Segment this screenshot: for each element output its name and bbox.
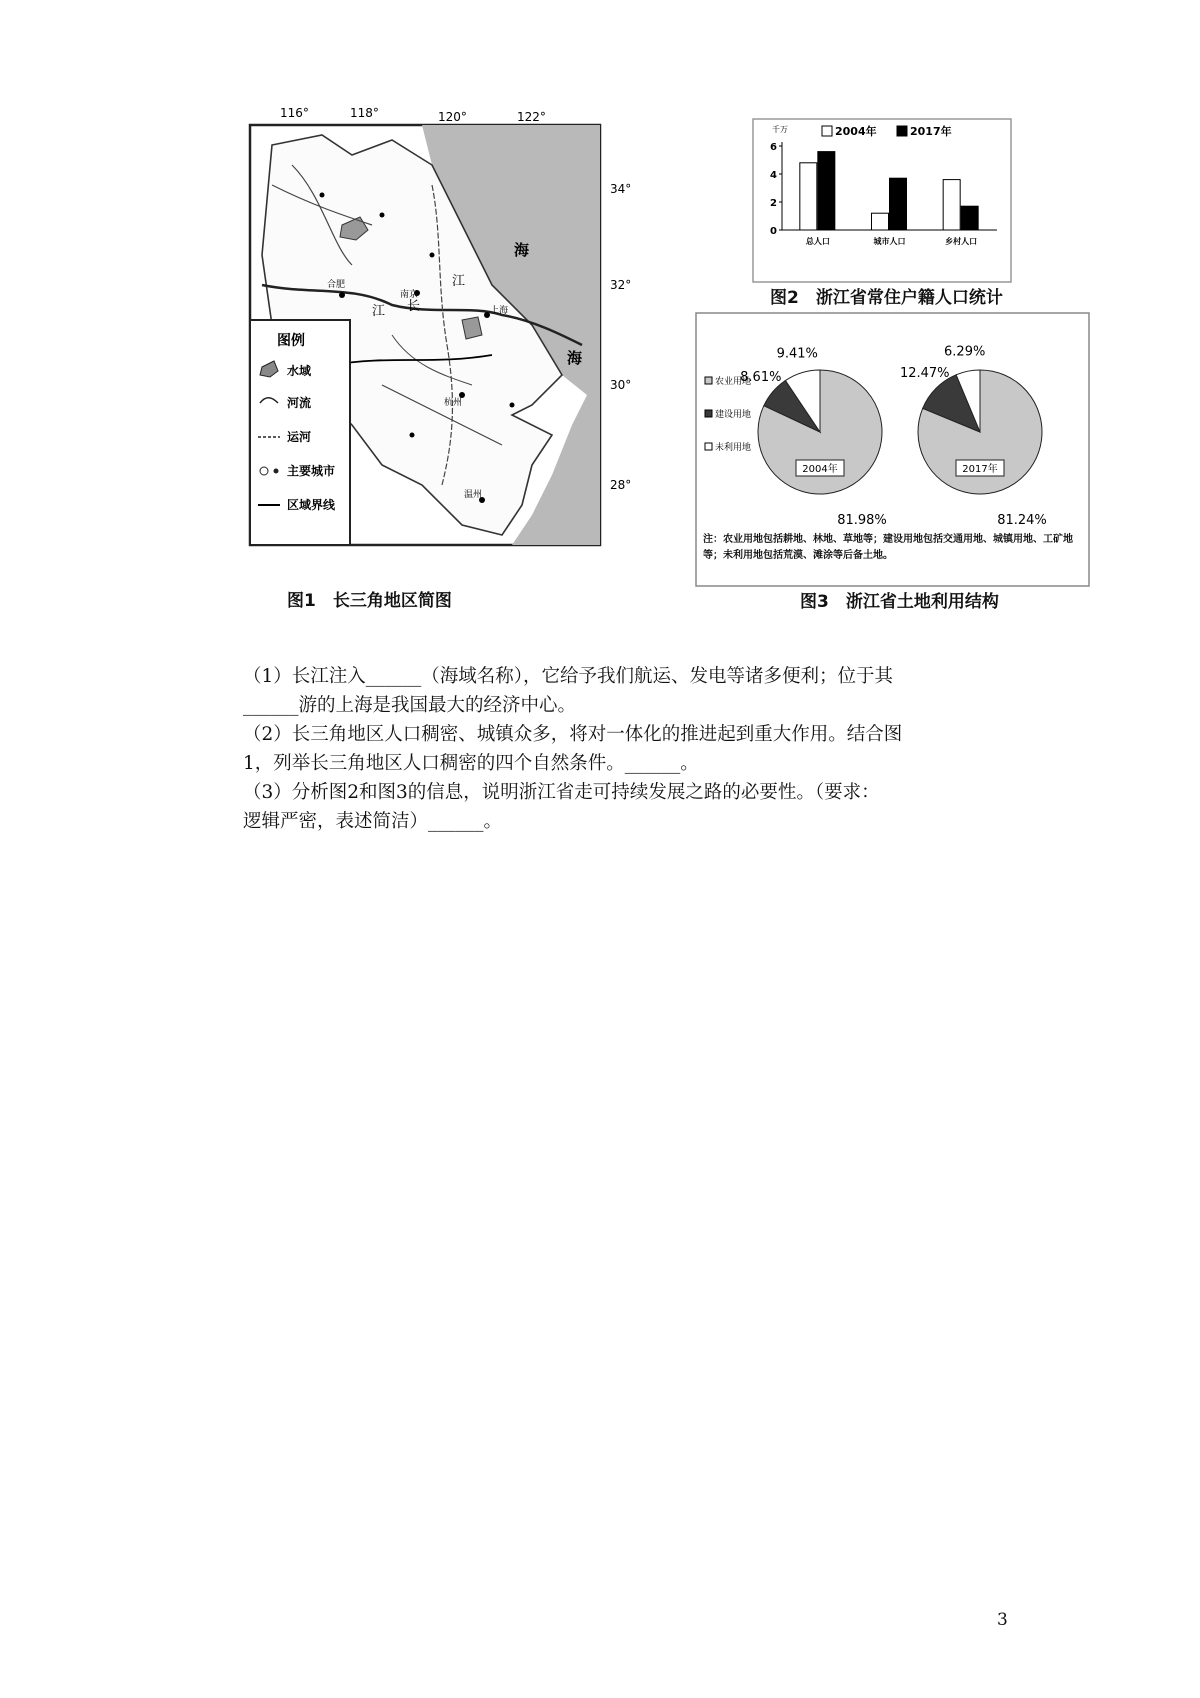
- pie-value-label: 81.98%: [837, 513, 887, 528]
- y-tick-label: 4: [770, 170, 777, 181]
- lat-tick: 30°: [610, 378, 632, 392]
- legend-label: 水域: [287, 364, 312, 378]
- question-1-line-2: ______游的上海是我国最大的经济中心。: [243, 695, 577, 716]
- map-legend: [250, 320, 350, 545]
- y-tick-label: 2: [770, 198, 777, 209]
- lat-tick: 28°: [610, 478, 632, 492]
- legend-swatch-2017: [897, 126, 907, 136]
- bar-2004年-乡村人口: [943, 180, 960, 230]
- lon-tick: 116°: [280, 106, 309, 120]
- question-3-line-2: 逻辑严密，表述简洁）______。: [243, 811, 503, 832]
- figure-3-pie-charts: [695, 312, 1090, 587]
- lake-shape-2: [462, 317, 482, 339]
- pie-value-label: 9.41%: [776, 346, 818, 362]
- y-tick-label: 0: [770, 226, 777, 237]
- city-label: 杭州: [444, 398, 463, 408]
- pie-value-label: 12.47%: [899, 365, 950, 381]
- pie-legend-label: 未利用地: [715, 443, 752, 453]
- lat-tick: 32°: [610, 278, 632, 292]
- bar-2004年-总人口: [800, 163, 817, 230]
- legend-label: 2004年: [835, 125, 877, 138]
- river-label: 江: [452, 274, 466, 289]
- pie-note: 注：农业用地包括耕地、林地、草地等；建设用地包括交通用地、城镇用地、工矿地等；未利用地包括荒漠、滩涂等后备土地。: [703, 534, 1073, 561]
- river-label: 长: [407, 299, 421, 314]
- question-2-line-1: （2）长三角地区人口稠密、城镇众多，将对一体化的推进起到重大作用。结合图: [243, 724, 903, 745]
- pie-year-label: 2004年: [802, 464, 838, 475]
- pie-legend-label: 建设用地: [715, 410, 752, 420]
- city-label: 温州: [464, 490, 483, 500]
- y-tick-label: 6: [770, 142, 777, 153]
- bar-2017年-城市人口: [890, 178, 907, 230]
- bar-2004年-城市人口: [872, 213, 889, 230]
- lon-tick: 118°: [350, 106, 379, 120]
- question-2-line-2: 1，列举长三角地区人口稠密的四个自然条件。______。: [243, 753, 699, 774]
- pie-value-label: 6.29%: [944, 344, 986, 360]
- category-label: 总人口: [805, 237, 830, 246]
- pie-value-label: 8.61%: [740, 370, 782, 386]
- figure-3-caption: 图3 浙江省土地利用结构: [800, 592, 999, 612]
- lat-tick: 34°: [610, 182, 632, 196]
- figure-1-map: [232, 105, 672, 615]
- legend-label: 2017年: [910, 125, 952, 138]
- bar-2017年-总人口: [818, 152, 835, 230]
- legend-label: 河流: [287, 396, 312, 410]
- legend-label: 区域界线: [287, 498, 336, 512]
- lon-tick: 120°: [438, 110, 467, 124]
- pie-value-label: 81.24%: [997, 513, 1047, 528]
- city-label: 合肥: [327, 280, 346, 290]
- legend-swatch-2004: [822, 126, 832, 136]
- legend-title: 图例: [277, 333, 305, 349]
- sea-label: 海: [514, 241, 530, 259]
- figure-2-caption: 图2 浙江省常住户籍人口统计: [770, 288, 1003, 308]
- legend-label: 运河: [287, 430, 312, 444]
- legend-label: 主要城市: [287, 464, 336, 478]
- city-label: 上海: [490, 306, 509, 316]
- city-label: 南京: [400, 290, 419, 300]
- questions-block: [243, 662, 1023, 836]
- bar-chart-svg: [752, 118, 1012, 283]
- pie-year-label: 2017年: [962, 464, 998, 475]
- lon-tick: 122°: [517, 110, 546, 124]
- page-number: 3: [997, 1610, 1008, 1630]
- category-label: 乡村人口: [945, 237, 978, 246]
- pie-legend-label: 农业用地: [715, 377, 752, 387]
- unit-label: 千万: [772, 125, 788, 134]
- category-label: 城市人口: [873, 237, 906, 246]
- question-3-line-1: （3）分析图2和图3的信息，说明浙江省走可持续发展之路的必要性。（要求：: [243, 782, 880, 803]
- bar-2017年-乡村人口: [961, 206, 978, 230]
- figure-1-caption: 图1 长三角地区简图: [287, 591, 452, 611]
- question-1-line-1: （1）长江注入______（海域名称），它给予我们航运、发电等诸多便利；位于其: [243, 666, 894, 687]
- figure-2-bar-chart: [752, 118, 1012, 283]
- city-icon: [274, 469, 279, 474]
- sea-label: 海: [567, 349, 583, 367]
- map-svg: [232, 105, 672, 615]
- river-label: 江: [372, 304, 386, 319]
